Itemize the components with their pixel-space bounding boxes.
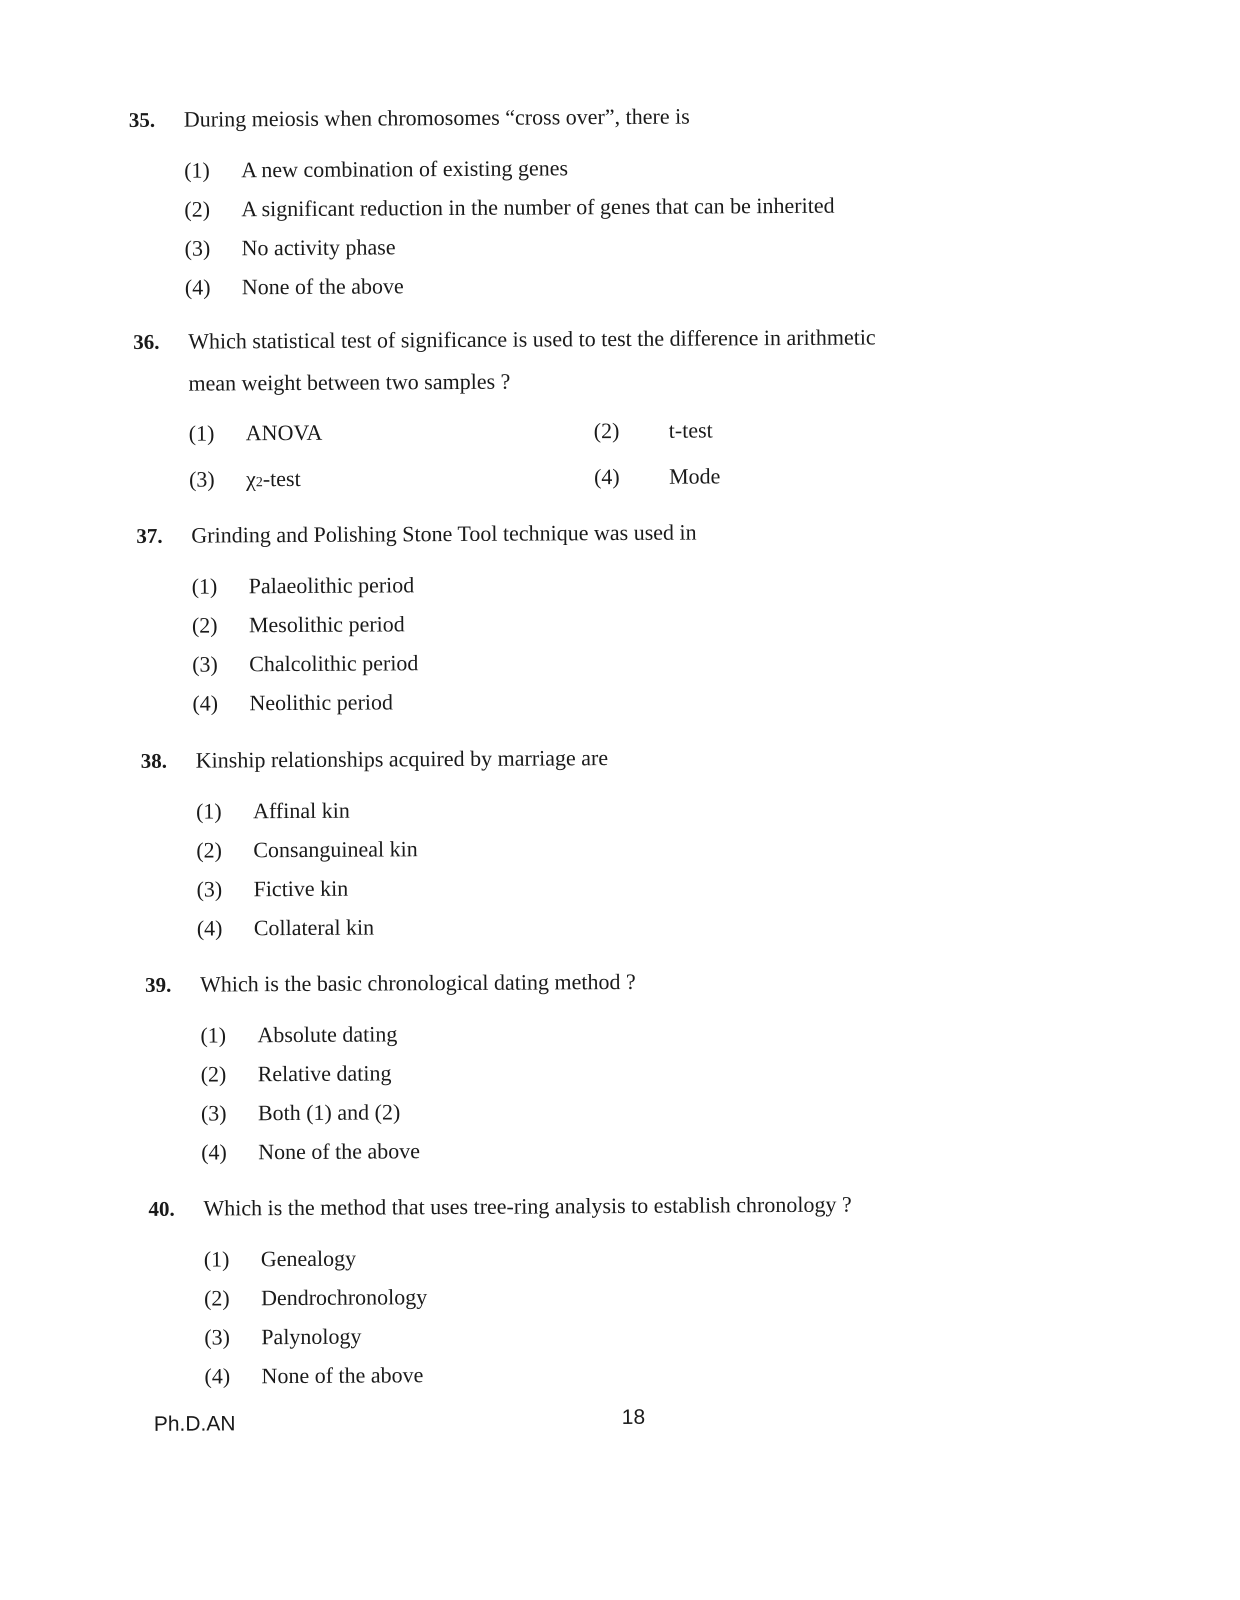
option-text: Dendrochronology [261, 1277, 427, 1317]
option-number: (3) [196, 869, 253, 908]
option-text: Relative dating [258, 1053, 392, 1093]
option-text: No activity phase [242, 227, 396, 267]
option-4 [149, 1351, 1149, 1396]
option-4 [142, 903, 1142, 948]
option-number: (1) [192, 566, 249, 605]
option-number: (1) [184, 150, 241, 189]
option-text: Palaeolithic period [249, 565, 415, 605]
question-number: 37. [136, 521, 191, 551]
option-text: Mesolithic period [249, 604, 405, 644]
option-3 [137, 639, 1137, 684]
question-37 [136, 509, 1137, 723]
option-number: (1) [189, 412, 246, 454]
option-3 [134, 456, 594, 501]
option-number: (4) [192, 683, 249, 722]
option-number: (2) [594, 410, 669, 452]
option-1 [137, 561, 1137, 606]
option-text: None of the above [261, 1355, 423, 1395]
option-number: (1) [204, 1239, 261, 1278]
option-text: Collateral kin [254, 908, 375, 948]
option-text: None of the above [242, 266, 404, 306]
option-text: Genealogy [261, 1239, 357, 1279]
option-number: (4) [204, 1356, 261, 1395]
question-number: 36. [133, 327, 188, 357]
option-number: (2) [196, 830, 253, 869]
option-number: (2) [184, 189, 241, 228]
question-text-line-1: Which statistical test of significance is used to test the difference in arithmetic [188, 324, 876, 353]
question-number: 40. [148, 1194, 203, 1224]
option-text: Fictive kin [253, 869, 348, 909]
option-text: Palynology [261, 1317, 361, 1357]
question-text: Grinding and Polishing Stone Tool technique was used in [191, 512, 696, 557]
option-2 [141, 825, 1141, 870]
option-text: -test [263, 458, 301, 500]
option-number: (3) [185, 228, 242, 267]
option-number: (1) [200, 1015, 257, 1054]
option-3 [130, 223, 1130, 268]
option-text: Chalcolithic period [249, 643, 418, 683]
option-3 [149, 1312, 1149, 1357]
question-text: During meiosis when chromosomes “cross over”, there is [184, 96, 690, 141]
option-2 [594, 408, 894, 452]
option-2 [137, 600, 1137, 645]
option-2 [129, 184, 1129, 229]
option-4 [146, 1127, 1146, 1172]
option-2 [149, 1273, 1149, 1318]
option-4 [137, 678, 1137, 723]
question-text-line-2: mean weight between two samples ? [188, 369, 510, 396]
option-number: (3) [189, 458, 246, 500]
question-36 [133, 315, 1134, 501]
option-text: Absolute dating [257, 1014, 397, 1054]
option-1 [129, 145, 1129, 190]
question-38 [141, 734, 1142, 948]
question-40 [148, 1182, 1149, 1396]
page-number: 18 [622, 1406, 646, 1430]
question-39 [145, 958, 1146, 1172]
question-text: Kinship relationships acquired by marriage are [196, 737, 609, 782]
option-1 [134, 410, 594, 455]
option-number: (2) [201, 1054, 258, 1093]
option-number: (4) [594, 456, 669, 498]
question-text-wrapper [188, 316, 876, 404]
option-4 [594, 454, 894, 498]
question-text: Which is the basic chronological dating method ? [200, 961, 636, 1006]
paper-code: Ph.D.AN [154, 1412, 236, 1436]
option-2 [146, 1049, 1146, 1094]
chi-symbol: χ [246, 458, 256, 500]
option-number: (1) [196, 791, 253, 830]
option-text: ANOVA [246, 412, 323, 454]
option-number: (2) [192, 605, 249, 644]
option-number: (4) [201, 1132, 258, 1171]
option-1 [145, 1010, 1145, 1055]
option-3 [146, 1088, 1146, 1133]
question-number: 39. [145, 970, 200, 1000]
option-4 [130, 262, 1130, 307]
option-text: Both (1) and (2) [258, 1092, 401, 1132]
option-number: (2) [204, 1278, 261, 1317]
option-text: Neolithic period [249, 682, 393, 722]
option-3 [141, 864, 1141, 909]
option-number: (4) [197, 908, 254, 947]
option-number: (3) [201, 1093, 258, 1132]
option-1 [149, 1234, 1149, 1279]
question-text: Which is the method that uses tree-ring analysis to establish chronology ? [203, 1184, 851, 1230]
option-text: t-test [669, 409, 713, 451]
option-text: A significant reduction in the number of genes that can be inherited [241, 186, 834, 229]
option-1 [141, 786, 1141, 831]
question-number: 35. [129, 105, 184, 135]
option-text: Consanguineal kin [253, 829, 418, 869]
option-number: (4) [185, 267, 242, 306]
question-35 [129, 93, 1130, 307]
question-number: 38. [141, 746, 196, 776]
option-text: A new combination of existing genes [241, 148, 568, 189]
option-number: (3) [192, 644, 249, 683]
option-text: None of the above [258, 1131, 420, 1171]
option-number: (3) [204, 1317, 261, 1356]
option-text: Mode [669, 455, 721, 497]
option-text: Affinal kin [253, 791, 350, 831]
